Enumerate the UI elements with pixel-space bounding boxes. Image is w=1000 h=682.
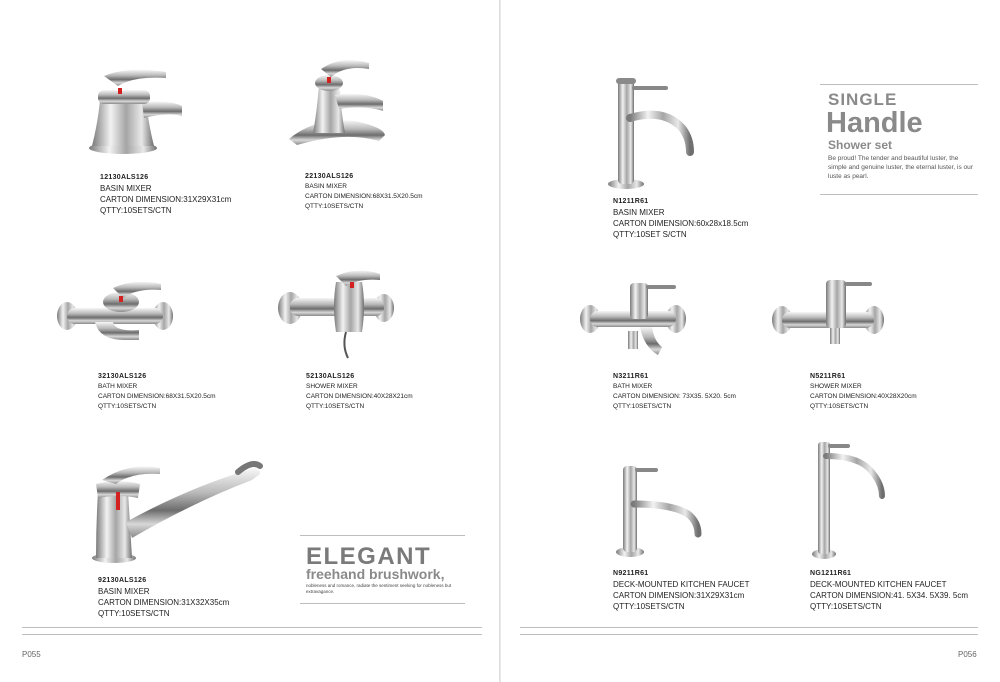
product-code: 32130ALS126 [98,373,147,380]
quantity: QTTY:10SETS/CTN [305,203,364,210]
footer-rule [520,634,978,635]
product-code: NG1211R61 [810,570,852,577]
product-code: 22130ALS126 [305,173,354,180]
shower-mixer-image [276,266,396,361]
product-caption [810,372,917,412]
product-name: BASIN MIXER [613,208,665,217]
footer-rule [22,627,482,628]
quantity: QTTY:10SETS/CTN [100,206,172,215]
product-name: DECK-MOUNTED KITCHEN FAUCET [810,580,947,589]
product-caption [98,575,229,619]
carton-dimension: CARTON DIMENSION:41. 5X34. 5X39. 5cm [810,591,968,600]
carton-dimension: CARTON DIMENSION:68X31.5X20.5cm [305,193,423,200]
carton-dimension: CARTON DIMENSION:60x28x18.5cm [613,219,749,228]
feature-text: Be proud! The tender and beautiful luster, the simple and genuine luster, the eternal luster, is our luste as pearl. [828,155,973,180]
divider [820,84,978,85]
feature-title: SINGLE [828,90,898,109]
bath-mixer-image [578,275,688,365]
product-name: BASIN MIXER [305,183,347,190]
product-code: 12130ALS126 [100,174,149,181]
carton-dimension: CARTON DIMENSION:40X28X21cm [306,393,413,400]
quantity: QTTY:10SETS/CTN [98,403,157,410]
product-code: N1211R61 [613,198,649,205]
feature-subtitle: freehand brushwork, [306,566,445,582]
divider [300,535,465,536]
bath-mixer-image [55,270,175,350]
feature-title: ELEGANT [306,543,432,570]
footer-rule [520,627,978,628]
carton-dimension: CARTON DIMENSION:40X28X20cm [810,393,917,400]
basin-mixer-image [600,72,700,192]
page-number: P055 [22,650,41,659]
product-code: N3211R61 [613,373,649,380]
page-spine [499,0,501,682]
product-code: N9211R61 [613,570,649,577]
divider [820,194,978,195]
kitchen-faucet-image [612,460,707,560]
basin-mixer-image [78,62,193,157]
divider [300,603,465,604]
carton-dimension: CARTON DIMENSION:31X32X35cm [98,598,230,607]
product-name: BASIN MIXER [100,184,152,193]
footer-rule [22,634,482,635]
kitchen-mixer-image [88,458,268,568]
product-caption [305,172,423,212]
product-name: BATH MIXER [613,383,653,390]
product-caption [100,172,231,216]
carton-dimension: CARTON DIMENSION:31X29X31cm [613,591,745,600]
product-caption [613,568,749,612]
quantity: QTTY:10SETS/CTN [613,602,685,611]
carton-dimension: CARTON DIMENSION: 73X35. 5X20. 5cm [613,393,736,400]
shower-mixer-image [770,272,886,362]
feature-text: nobleness and romance, radiate the sentiment seeking for nobleness but extravagance. [306,583,452,594]
product-name: SHOWER MIXER [810,383,862,390]
carton-dimension: CARTON DIMENSION:31X29X31cm [100,195,232,204]
page-number: P056 [958,650,977,659]
product-name: BASIN MIXER [98,587,150,596]
product-caption [98,372,216,412]
product-caption [613,196,748,240]
carton-dimension: CARTON DIMENSION:68X31.5X20.5cm [98,393,216,400]
product-caption [306,372,413,412]
product-name: SHOWER MIXER [306,383,358,390]
tall-kitchen-faucet-image [808,436,893,562]
product-name: BATH MIXER [98,383,138,390]
product-caption [810,568,968,612]
product-caption [613,372,736,412]
quantity: QTTY:10SETS/CTN [810,403,869,410]
product-code: 52130ALS126 [306,373,355,380]
quantity: QTTY:10SETS/CTN [98,609,170,618]
product-code: N5211R61 [810,373,846,380]
quantity: QTTY:10SET S/CTN [613,230,687,239]
basin-mixer-spread-image [285,55,390,150]
product-code: 92130ALS126 [98,577,147,584]
quantity: QTTY:10SETS/CTN [810,602,882,611]
quantity: QTTY:10SETS/CTN [306,403,365,410]
feature-subtitle: Shower set [828,138,893,152]
quantity: QTTY:10SETS/CTN [613,403,672,410]
feature-headline: Handle [826,107,923,139]
product-name: DECK-MOUNTED KITCHEN FAUCET [613,580,750,589]
